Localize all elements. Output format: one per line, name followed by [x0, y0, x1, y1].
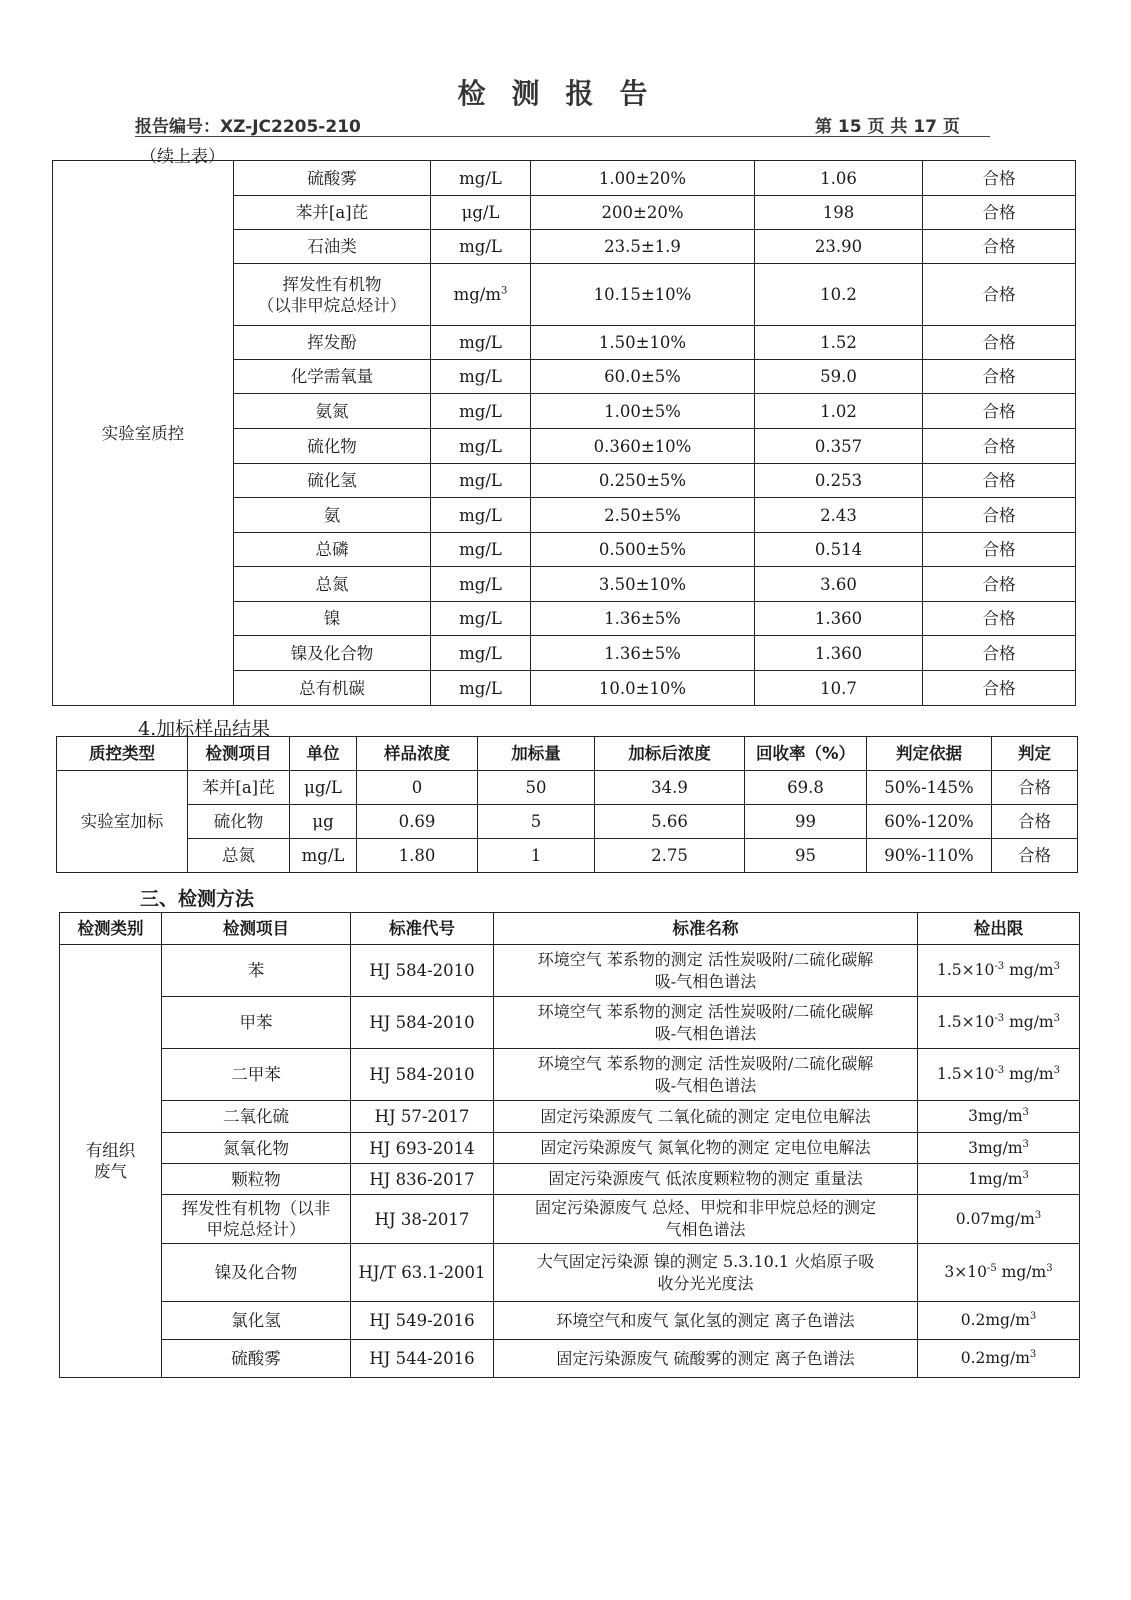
methods-limit-unit-exponent: 3: [1053, 1064, 1060, 1076]
qc-unit-text: mg/L: [459, 643, 502, 663]
spike-category: 实验室加标: [57, 771, 188, 873]
spike-after: 2.75: [595, 839, 745, 873]
methods-standard-code: HJ/T 63.1-2001: [351, 1244, 494, 1302]
methods-detection-limit: [918, 1101, 1080, 1133]
methods-item-name: 挥发性有机物（以非: [181, 1199, 331, 1218]
methods-limit-exponent: 3: [1029, 1348, 1037, 1360]
qc-measured-value: 1.02: [755, 394, 923, 429]
qc-item-name: 硫化氢: [307, 471, 357, 490]
methods-standard-name-line1: 大气固定污染源 镍的测定 5.3.10.1 火焰原子吸: [536, 1251, 875, 1271]
methods-limit-unit-exponent: 3: [1053, 960, 1060, 972]
methods-standard-code: HJ 693-2014: [351, 1133, 494, 1164]
methods-limit-value: 0.2mg/m: [960, 1311, 1030, 1329]
methods-row: [60, 1101, 1080, 1133]
qc-unit: [431, 196, 531, 230]
methods-standard-name-line1: 环境空气 苯系物的测定 活性炭吸附/二硫化碳解: [537, 949, 874, 969]
qc-item: [234, 196, 431, 230]
qc-standard-value: 0.360±10%: [531, 429, 755, 464]
spike-header-cell: 判定: [992, 737, 1078, 771]
spike-item: 总氮: [188, 839, 290, 873]
methods-standard-code: HJ 544-2016: [351, 1340, 494, 1378]
methods-row: [60, 1133, 1080, 1164]
spike-verdict: 合格: [992, 839, 1078, 873]
qc-verdict: 合格: [923, 196, 1076, 230]
spike-row: [57, 771, 1078, 805]
methods-standard-name-line1: 环境空气和废气 氯化氢的测定 离子色谱法: [556, 1310, 855, 1330]
spike-unit: mg/L: [290, 839, 357, 873]
qc-item-name: 镍: [323, 609, 341, 628]
methods-detection-limit: [918, 1340, 1080, 1378]
methods-item-name: 苯: [247, 961, 265, 980]
methods-header-cell: 标准名称: [494, 913, 918, 945]
methods-limit-value: 1.5×10: [937, 1013, 995, 1031]
qc-verdict: 合格: [923, 264, 1076, 326]
methods-standard-name: [494, 1195, 918, 1244]
qc-item-name: 化学需氧量: [290, 367, 374, 386]
spike-recovery: 99: [745, 805, 867, 839]
qc-standard-value: 23.5±1.9: [531, 230, 755, 264]
qc-verdict: 合格: [923, 360, 1076, 394]
methods-item-name: 镍及化合物: [214, 1263, 298, 1282]
methods-standard-name-line1: 环境空气 苯系物的测定 活性炭吸附/二硫化碳解: [537, 1001, 874, 1021]
qc-unit-text: mg/L: [459, 574, 502, 594]
qc-item-name: 总有机碳: [299, 678, 365, 698]
methods-limit-value: 1mg/m: [968, 1169, 1023, 1188]
methods-limit-unit-exponent: 3: [1053, 1012, 1060, 1024]
spike-section-title: 4.加标样品结果: [138, 718, 271, 740]
spike-header-cell: 单位: [290, 737, 357, 771]
spike-basis: 50%-145%: [867, 771, 992, 805]
page-info: 第 15 页 共 17 页: [815, 117, 960, 137]
qc-standard-value: 10.15±10%: [531, 264, 755, 326]
qc-verdict: 合格: [923, 602, 1076, 636]
qc-standard-value: 60.0±5%: [531, 360, 755, 394]
spike-sample: 0: [357, 771, 478, 805]
methods-category: [60, 945, 162, 1378]
qc-item: [234, 429, 431, 464]
methods-standard-code: HJ 57-2017: [351, 1101, 494, 1133]
qc-unit-text: mg/L: [459, 505, 502, 525]
methods-standard-code: HJ 584-2010: [351, 997, 494, 1049]
methods-standard-name-line2: 吸-气相色谱法: [654, 971, 757, 991]
qc-standard-value: 1.00±5%: [531, 394, 755, 429]
qc-measured-value: 10.2: [755, 264, 923, 326]
methods-limit-exponent: -3: [994, 1012, 1005, 1024]
qc-standard-value: 0.250±5%: [531, 464, 755, 498]
methods-limit-exponent: 3: [1022, 1169, 1029, 1181]
methods-table: [59, 912, 1080, 1378]
methods-header-cell: 标准代号: [351, 913, 494, 945]
methods-standard-name: [494, 1340, 918, 1378]
qc-standard-value: 0.500±5%: [531, 533, 755, 567]
qc-standard-value: 1.36±5%: [531, 636, 755, 671]
methods-limit-exponent: -3: [994, 1064, 1005, 1076]
methods-limit-exponent: -5: [986, 1262, 997, 1274]
methods-header-cell: 检测项目: [162, 913, 351, 945]
qc-item-name: 硫酸雾: [307, 168, 357, 188]
spike-added: 50: [478, 771, 595, 805]
methods-standard-name: [494, 1302, 918, 1340]
qc-unit: [431, 602, 531, 636]
qc-verdict: 合格: [923, 464, 1076, 498]
methods-item-name: 硫酸雾: [231, 1349, 281, 1368]
methods-standard-name: [494, 945, 918, 997]
report-title: 检测报告: [457, 77, 674, 110]
methods-limit-value: 3mg/m: [968, 1138, 1023, 1157]
qc-item: [234, 161, 431, 196]
qc-unit-text: mg/L: [459, 401, 502, 421]
methods-header-cell: 检出限: [918, 913, 1080, 945]
qc-verdict: 合格: [923, 533, 1076, 567]
spike-verdict: 合格: [992, 771, 1078, 805]
qc-verdict: 合格: [923, 326, 1076, 360]
spike-basis: 60%-120%: [867, 805, 992, 839]
qc-measured-value: 0.357: [755, 429, 923, 464]
methods-limit-exponent: 3: [1022, 1106, 1029, 1118]
spike-header-cell: 样品浓度: [357, 737, 478, 771]
spike-header-cell: 检测项目: [188, 737, 290, 771]
qc-unit-text: μg/L: [461, 203, 500, 222]
qc-unit: [431, 429, 531, 464]
methods-limit-value: 0.2mg/m: [960, 1349, 1030, 1367]
methods-standard-name-line1: 固定污染源废气 二氧化硫的测定 定电位电解法: [540, 1106, 871, 1126]
continued-label: （续上表）: [140, 147, 225, 167]
qc-unit-text: mg/L: [459, 436, 502, 456]
qc-unit: [431, 264, 531, 326]
qc-unit-text: mg/L: [459, 168, 502, 188]
qc-item: [234, 636, 431, 671]
methods-limit-unit: mg/m: [1004, 1013, 1054, 1031]
spike-header-cell: 加标量: [478, 737, 595, 771]
methods-item: [162, 1244, 351, 1302]
spike-row: [57, 839, 1078, 873]
methods-header-cell: 检测类别: [60, 913, 162, 945]
qc-item: [234, 264, 431, 326]
qc-standard-value: 1.50±10%: [531, 326, 755, 360]
qc-unit: [431, 636, 531, 671]
report-number: 报告编号：XZ-JC2205-210: [135, 117, 361, 137]
qc-unit-text: mg/m: [453, 285, 502, 304]
methods-row: [60, 1195, 1080, 1244]
methods-detection-limit: [918, 1244, 1080, 1302]
methods-standard-name-line1: 环境空气 苯系物的测定 活性炭吸附/二硫化碳解: [537, 1053, 874, 1073]
qc-item: [234, 394, 431, 429]
methods-detection-limit: [918, 1164, 1080, 1195]
qc-item-name-note: （以非甲烷总烃计）: [257, 295, 407, 315]
methods-item: [162, 945, 351, 997]
methods-standard-name-line2: 气相色谱法: [665, 1220, 746, 1239]
qc-row: [53, 161, 1076, 196]
qc-unit: [431, 230, 531, 264]
methods-item: [162, 1302, 351, 1340]
spike-sample: 1.80: [357, 839, 478, 873]
header-rule: [135, 136, 990, 137]
methods-standard-name-line1: 固定污染源废气 低浓度颗粒物的测定 重量法: [548, 1169, 863, 1188]
methods-standard-name: [494, 1244, 918, 1302]
qc-unit: [431, 464, 531, 498]
methods-standard-name-line2: 吸-气相色谱法: [654, 1075, 757, 1095]
qc-measured-value: 2.43: [755, 498, 923, 533]
qc-standard-value: 1.36±5%: [531, 602, 755, 636]
qc-measured-value: 1.52: [755, 326, 923, 360]
qc-item-name: 氨: [323, 505, 341, 525]
methods-section-title: 三、检测方法: [140, 888, 255, 910]
qc-unit: [431, 671, 531, 706]
methods-detection-limit: [918, 1133, 1080, 1164]
qc-item-name: 总磷: [315, 540, 349, 559]
methods-row: [60, 1049, 1080, 1101]
qc-item-name: 石油类: [307, 237, 357, 256]
methods-item-name: 二甲苯: [231, 1065, 281, 1084]
methods-item: [162, 1164, 351, 1195]
methods-standard-code: HJ 836-2017: [351, 1164, 494, 1195]
qc-item: [234, 326, 431, 360]
methods-detection-limit: [918, 1195, 1080, 1244]
spike-unit: μg/L: [290, 771, 357, 805]
methods-limit-value: 1.5×10: [937, 961, 995, 979]
qc-measured-value: 1.360: [755, 636, 923, 671]
qc-unit: [431, 326, 531, 360]
spike-recovery: 69.8: [745, 771, 867, 805]
qc-standard-value: 10.0±10%: [531, 671, 755, 706]
methods-detection-limit: [918, 1049, 1080, 1101]
qc-measured-value: 0.253: [755, 464, 923, 498]
qc-item-name: 苯并[a]芘: [295, 203, 369, 222]
methods-item-name: 氯化氢: [231, 1311, 281, 1330]
qc-unit-text: mg/L: [459, 367, 502, 386]
methods-limit-exponent: 3: [1034, 1209, 1042, 1221]
qc-unit: [431, 567, 531, 602]
qc-standard-value: 2.50±5%: [531, 498, 755, 533]
methods-limit-value: 0.07mg/m: [955, 1209, 1035, 1228]
qc-measured-value: 59.0: [755, 360, 923, 394]
qc-verdict: 合格: [923, 498, 1076, 533]
methods-item-name: 甲苯: [239, 1013, 273, 1032]
methods-item-name-cont: 甲烷总烃计）: [206, 1220, 306, 1239]
qc-verdict: 合格: [923, 636, 1076, 671]
methods-standard-name: [494, 997, 918, 1049]
methods-item-name: 氮氧化物: [223, 1138, 289, 1158]
qc-verdict: 合格: [923, 161, 1076, 196]
methods-limit-unit: mg/m: [1004, 1065, 1054, 1083]
methods-item-name: 二氧化硫: [223, 1107, 289, 1126]
qc-measured-value: 1.360: [755, 602, 923, 636]
methods-row: [60, 1302, 1080, 1340]
methods-limit-value: 1.5×10: [937, 1065, 995, 1083]
qc-unit-sup: 3: [501, 285, 508, 297]
methods-item: [162, 997, 351, 1049]
spike-item: 苯并[a]芘: [188, 771, 290, 805]
methods-category-line1: 有组织: [85, 1141, 136, 1160]
qc-item-name: 总氮: [315, 574, 349, 594]
qc-item-name: 镍及化合物: [290, 643, 374, 663]
methods-limit-unit: mg/m: [996, 1263, 1047, 1281]
methods-limit-exponent: 3: [1022, 1138, 1029, 1150]
qc-unit-text: mg/L: [459, 678, 502, 698]
qc-category: 实验室质控: [53, 161, 234, 706]
methods-standard-name: [494, 1101, 918, 1133]
methods-limit-value: 3×10: [944, 1263, 987, 1281]
qc-item-name: 氨氮: [315, 401, 349, 421]
qc-verdict: 合格: [923, 429, 1076, 464]
qc-item: [234, 602, 431, 636]
qc-measured-value: 198: [755, 196, 923, 230]
spike-sample: 0.69: [357, 805, 478, 839]
qc-unit: [431, 533, 531, 567]
methods-item: [162, 1049, 351, 1101]
spike-verdict: 合格: [992, 805, 1078, 839]
qc-unit-text: mg/L: [459, 609, 502, 628]
methods-limit-exponent: -3: [994, 960, 1005, 972]
qc-item: [234, 464, 431, 498]
spike-unit: μg: [290, 805, 357, 839]
methods-standard-code: HJ 549-2016: [351, 1302, 494, 1340]
spike-header-cell: 质控类型: [57, 737, 188, 771]
methods-standard-code: HJ 584-2010: [351, 945, 494, 997]
qc-unit-text: mg/L: [459, 471, 502, 490]
spike-header-cell: 加标后浓度: [595, 737, 745, 771]
methods-standard-code: HJ 584-2010: [351, 1049, 494, 1101]
qc-measured-value: 1.06: [755, 161, 923, 196]
methods-item: [162, 1340, 351, 1378]
qc-measured-value: 10.7: [755, 671, 923, 706]
methods-row: [60, 945, 1080, 997]
methods-limit-unit-exponent: 3: [1046, 1262, 1053, 1274]
methods-row: [60, 1164, 1080, 1195]
methods-standard-name-line1: 固定污染源废气 氮氧化物的测定 定电位电解法: [540, 1138, 871, 1157]
methods-detection-limit: [918, 1302, 1080, 1340]
qc-item: [234, 671, 431, 706]
methods-standard-name-line1: 固定污染源废气 硫酸雾的测定 离子色谱法: [556, 1348, 855, 1368]
qc-unit-text: mg/L: [459, 237, 502, 256]
methods-item: [162, 1133, 351, 1164]
qc-item-name: 挥发酚: [307, 333, 357, 352]
methods-standard-name: [494, 1164, 918, 1195]
qc-item: [234, 230, 431, 264]
methods-standard-name-line2: 收分光光度法: [657, 1273, 754, 1293]
spike-table: [56, 736, 1078, 873]
methods-row: [60, 1244, 1080, 1302]
spike-after: 5.66: [595, 805, 745, 839]
qc-standard-value: 200±20%: [531, 196, 755, 230]
qc-standard-value: 1.00±20%: [531, 161, 755, 196]
qc-item: [234, 533, 431, 567]
methods-detection-limit: [918, 945, 1080, 997]
methods-item: [162, 1101, 351, 1133]
qc-item-name: 挥发性有机物: [282, 274, 382, 294]
methods-item-name: 颗粒物: [231, 1169, 281, 1189]
spike-header-cell: 回收率（%）: [745, 737, 867, 771]
methods-row: [60, 997, 1080, 1049]
qc-verdict: 合格: [923, 671, 1076, 706]
methods-item: [162, 1195, 351, 1244]
methods-standard-code: HJ 38-2017: [351, 1195, 494, 1244]
spike-recovery: 95: [745, 839, 867, 873]
qc-verdict: 合格: [923, 394, 1076, 429]
methods-standard-name-line1: 固定污染源废气 总烃、甲烷和非甲烷总烃的测定: [534, 1198, 877, 1217]
spike-basis: 90%-110%: [867, 839, 992, 873]
qc-measured-value: 23.90: [755, 230, 923, 264]
methods-limit-exponent: 3: [1029, 1310, 1037, 1322]
qc-table: [52, 160, 1076, 706]
methods-row: [60, 1340, 1080, 1378]
qc-standard-value: 3.50±10%: [531, 567, 755, 602]
methods-category-line2: 废气: [94, 1162, 127, 1181]
qc-unit-text: mg/L: [459, 540, 502, 559]
methods-limit-unit: mg/m: [1004, 961, 1054, 979]
qc-measured-value: 0.514: [755, 533, 923, 567]
spike-item: 硫化物: [188, 805, 290, 839]
methods-limit-value: 3mg/m: [968, 1107, 1023, 1125]
spike-added: 1: [478, 839, 595, 873]
qc-unit: [431, 498, 531, 533]
qc-item: [234, 498, 431, 533]
qc-unit: [431, 360, 531, 394]
qc-unit: [431, 161, 531, 196]
qc-item: [234, 360, 431, 394]
qc-item: [234, 567, 431, 602]
methods-standard-name: [494, 1049, 918, 1101]
qc-verdict: 合格: [923, 230, 1076, 264]
methods-standard-name: [494, 1133, 918, 1164]
spike-added: 5: [478, 805, 595, 839]
spike-row: [57, 805, 1078, 839]
qc-measured-value: 3.60: [755, 567, 923, 602]
methods-detection-limit: [918, 997, 1080, 1049]
spike-after: 34.9: [595, 771, 745, 805]
spike-header-cell: 判定依据: [867, 737, 992, 771]
methods-standard-name-line2: 吸-气相色谱法: [654, 1023, 757, 1043]
qc-item-name: 硫化物: [307, 436, 357, 456]
qc-unit: [431, 394, 531, 429]
qc-verdict: 合格: [923, 567, 1076, 602]
qc-unit-text: mg/L: [459, 333, 502, 352]
